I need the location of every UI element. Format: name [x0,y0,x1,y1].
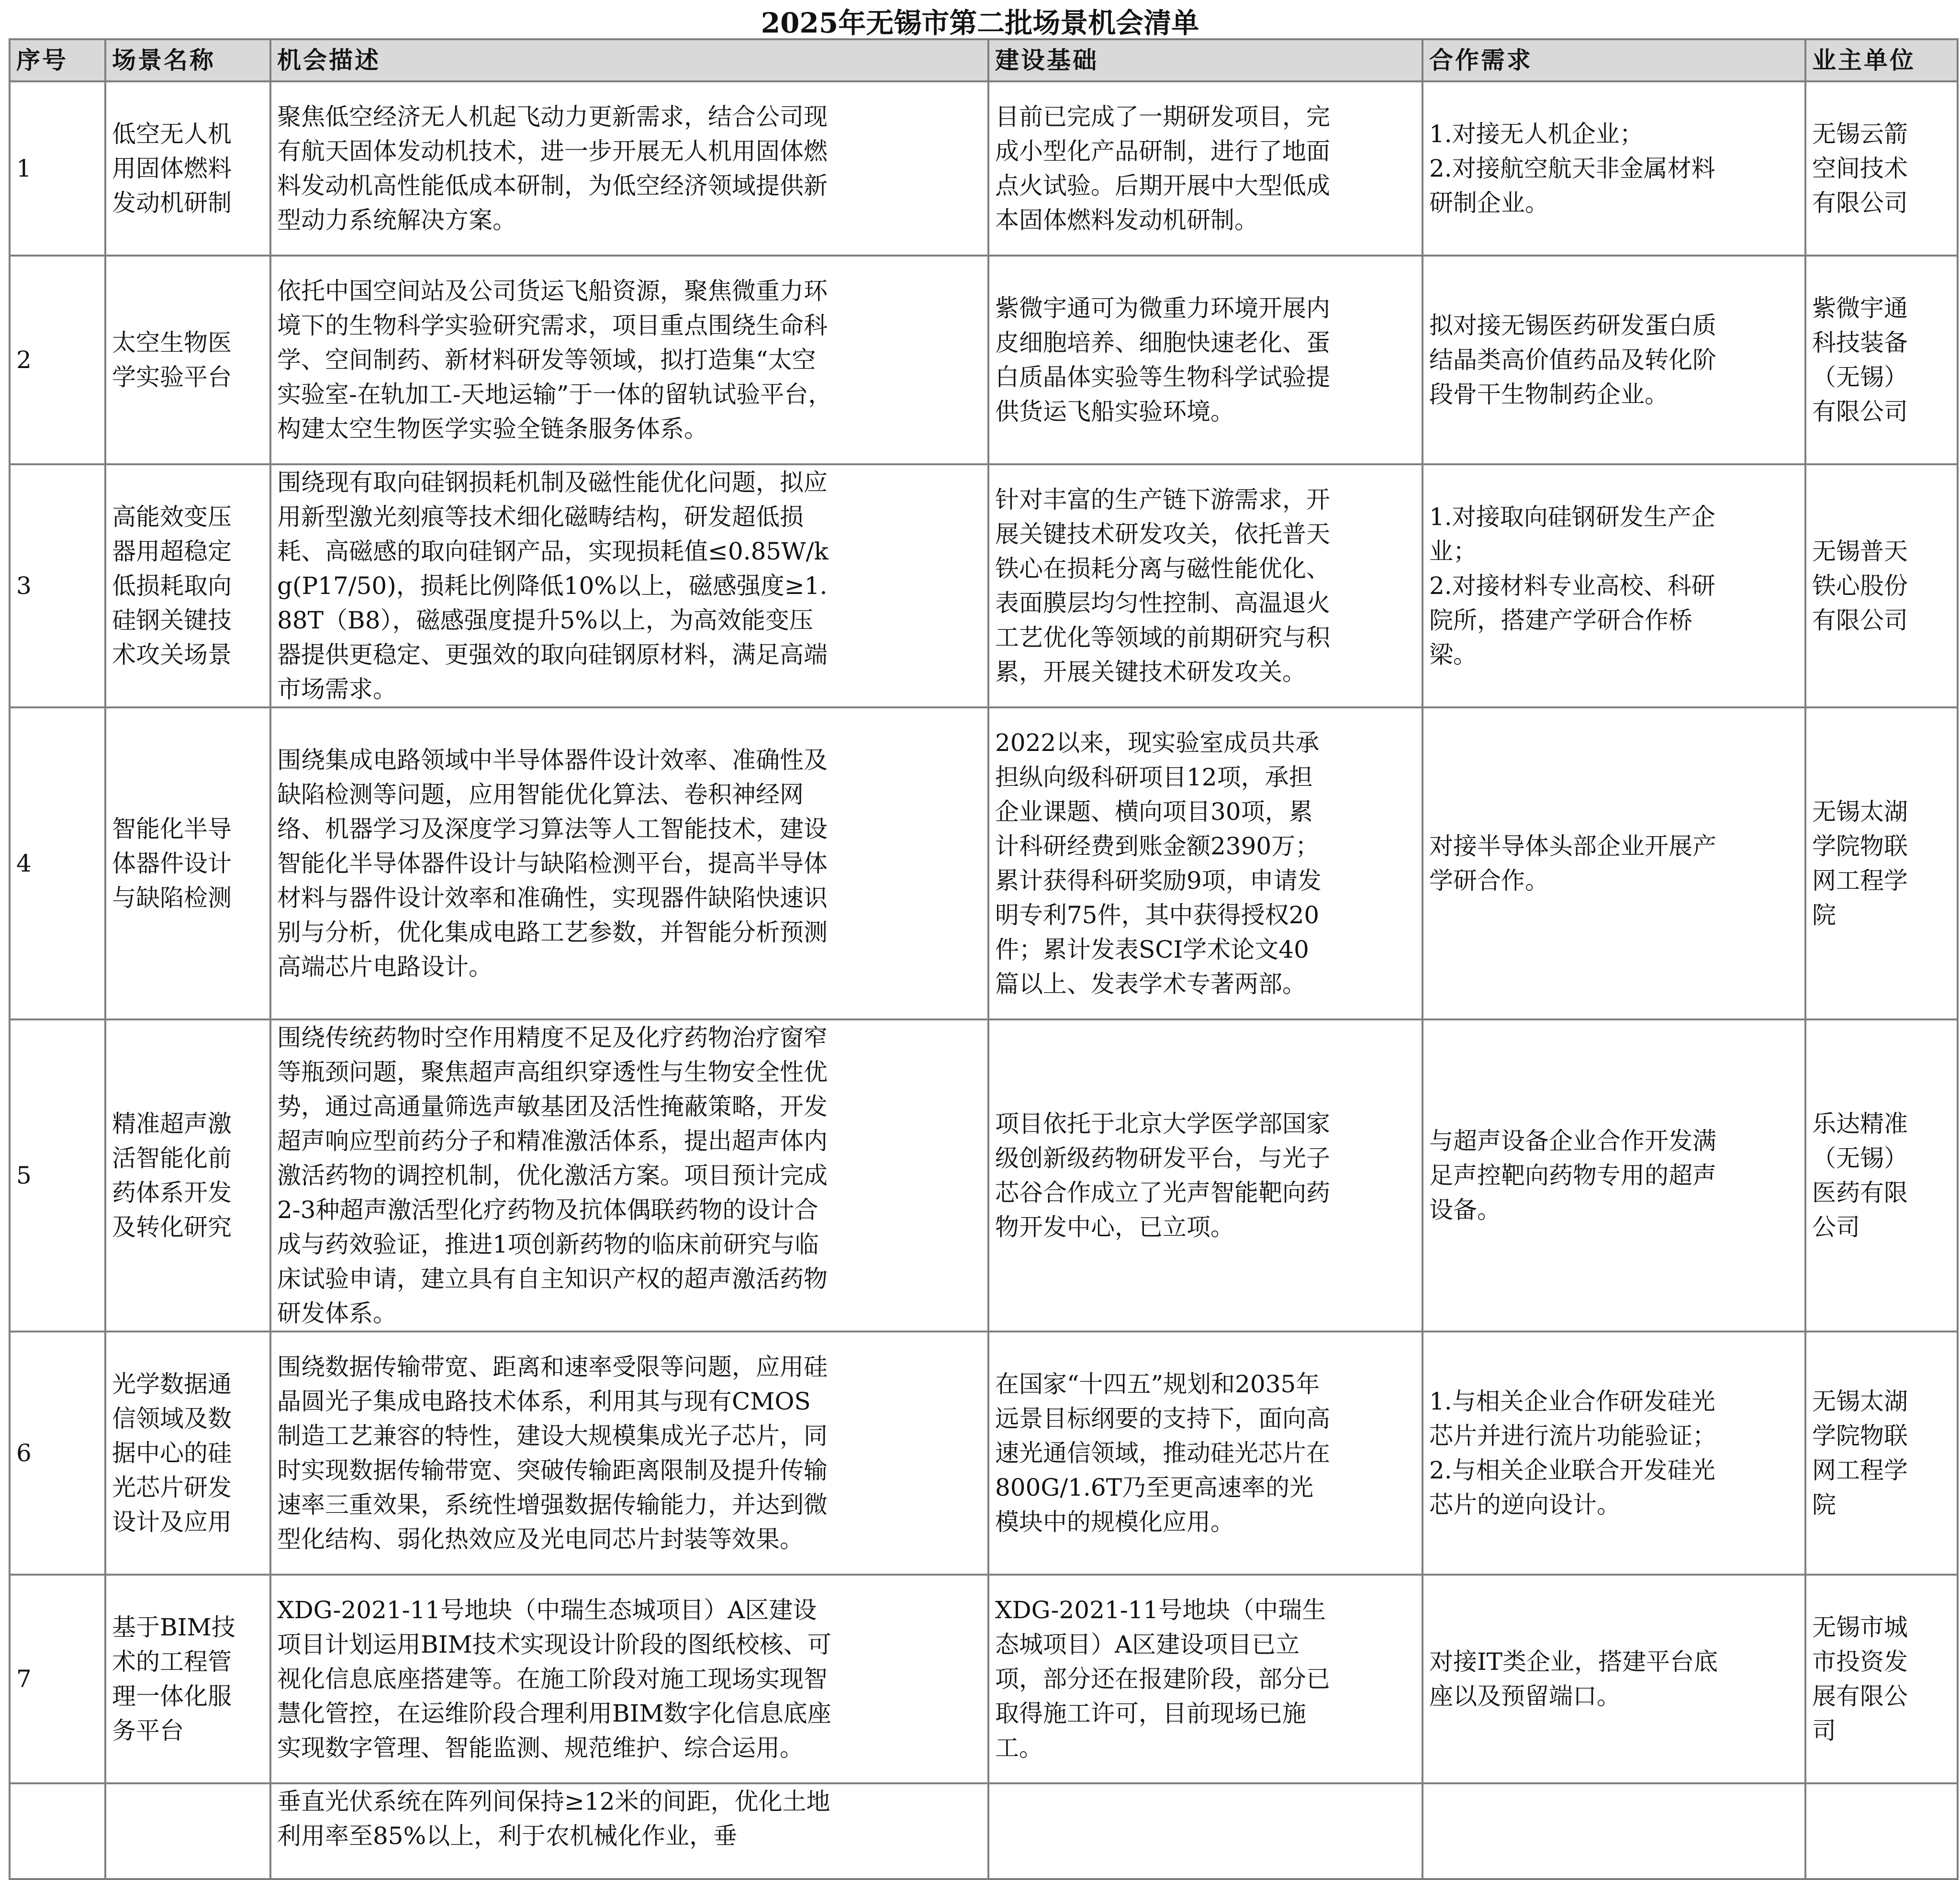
cell-base: 针对丰富的生产链下游需求，开展关键技术研发攻关，依托普天铁心在损耗分离与磁性能优化、表面膜层均匀性控制、高温退火工艺优化等领域的前期研究与积累，开展关键技术研发攻关。 [995,486,1330,686]
table-row [10,1019,1958,1332]
header-row [10,39,1958,81]
table-row [10,464,1958,707]
cell-owner: 无锡市城市投资发展有限公司 [1812,1613,1908,1745]
cell-owner: 无锡普天铁心股份有限公司 [1812,537,1908,634]
cell-desc: 围绕数据传输带宽、距离和速率受限等问题，应用硅晶圆光子集成电路技术体系，利用其与现有CMOS制造工艺兼容的特性，建设大规模集成光子芯片，同时实现数据传输带宽、突破传输距离限制及提升传输速率三重效果，系统性增强数据传输能力，并达到微型化结构、弱化热效应及光电同芯片封装等效果。 [277,1353,828,1553]
cell-name: 太空生物医学实验平台 [112,329,232,391]
cell-name: 光学数据通信领域及数据中心的硅光芯片研发设计及应用 [112,1370,232,1536]
cell-desc: 围绕集成电路领域中半导体器件设计效率、准确性及缺陷检测等问题，应用智能优化算法、卷积神经网络、机器学习及深度学习算法等人工智能技术，建设智能化半导体器件设计与缺陷检测平台，提高半导体材料与器件设计效率和准确性，实现器件缺陷快速识别与分析，优化集成电路工艺参数，并智能分析预测高端芯片电路设计。 [277,746,828,981]
header-no: 序号 [10,39,105,81]
header-owner: 业主单位 [1805,39,1958,81]
cell-need: 与超声设备企业合作开发满足声控靶向药物专用的超声设备。 [1429,1127,1716,1224]
table-row [10,256,1958,464]
cell-need: 1.与相关企业合作研发硅光芯片并进行流片功能验证； 2.与相关企业联合开发硅光芯片的逆向设计。 [1429,1388,1716,1519]
cell-name: 智能化半导体器件设计与缺陷检测 [112,815,232,912]
table-row [10,707,1958,1019]
header-desc: 机会描述 [270,39,988,81]
header-base: 建设基础 [988,39,1422,81]
cell-no: 6 [10,1332,105,1575]
cell-no: 1 [10,81,105,256]
cell-owner: 无锡太湖学院物联网工程学院 [1812,798,1908,929]
cell-base: 紫微宇通可为微重力环境开展内皮细胞培养、细胞快速老化、蛋白质晶体实验等生物科学试验提供货运飞船实验环境。 [995,294,1330,425]
cell-desc: 围绕传统药物时空作用精度不足及化疗药物治疗窗窄等瓶颈问题，聚焦超声高组织穿透性与生物安全性优势，通过高通量筛选声敏基团及活性掩蔽策略，开发超声响应型前药分子和精准激活体系，提出超声体内激活药物的调控机制，优化激活方案。项目预计完成2-3种超声激活型化疗药物及抗体偶联药物的设计合成与药效验证，推进1项创新药物的临床前研究与临床试验申请，建立具有自主知识产权的超声激活药物研发体系。 [277,1024,828,1327]
cell-need: 拟对接无锡医药研发蛋白质结晶类高价值药品及转化阶段骨干生物制药企业。 [1429,312,1716,408]
cell-no [10,1783,105,1879]
header-need: 合作需求 [1422,39,1805,81]
cell-name: 低空无人机用固体燃料发动机研制 [112,120,232,217]
cell-need: 1.对接取向硅钢研发生产企业； 2.对接材料专业高校、科研院所，搭建产学研合作桥梁。 [1429,503,1715,669]
table-row [10,1332,1958,1575]
table-row [10,81,1958,256]
cell-owner: 无锡云箭空间技术有限公司 [1812,120,1908,217]
cell-base: 项目依托于北京大学医学部国家级创新级药物研发平台，与光子芯谷合作成立了光声智能靶向药物开发中心，已立项。 [995,1110,1330,1241]
cell-no: 2 [10,256,105,464]
cell-base: 2022以来，现实验室成员共承担纵向级科研项目12项，承担企业课题、横向项目30项，累计科研经费到账金额2390万；累计获得科研奖励9项，申请发明专利75件，其中获得授权20件；累计发表SCI学术论文40篇以上、发表学术专著两部。 [995,729,1322,998]
cell-name: 高能效变压器用超稳定低损耗取向硅钢关键技术攻关场景 [112,503,232,669]
cell-need: 对接IT类企业，搭建平台底座以及预留端口。 [1429,1648,1718,1710]
cell-need: 1.对接无人机企业； 2.对接航空航天非金属材料研制企业。 [1429,120,1715,217]
cell-desc: XDG-2021-11号地块（中瑞生态城项目）A区建设项目计划运用BIM技术实现设计阶段的图纸校核、可视化信息底座搭建等。在施工阶段对施工现场实现智慧化管控，在运维阶段合理利用BIM数字化信息底座实现数字管理、智能监测、规范维护、综合运用。 [277,1596,831,1762]
cell-base: 在国家“十四五”规划和2035年远景目标纲要的支持下，面向高速光通信领域，推动硅光芯片在800G/1.6T乃至更高速率的光模块中的规模化应用。 [995,1370,1330,1536]
cell-no: 4 [10,707,105,1019]
cell-desc: 围绕现有取向硅钢损耗机制及磁性能优化问题，拟应用新型激光刻痕等技术细化磁畴结构，研发超低损耗、高磁感的取向硅钢产品，实现损耗值≤0.85W/kg(P17/50)，损耗比例降低10%以上，磁感强度≥1.88T（B8），磁感强度提升5%以上，为高效能变压器提供更稳定、更强效的取向硅钢原材料，满足高端市场需求。 [277,469,829,703]
cell-need: 对接半导体头部企业开展产学研合作。 [1429,832,1716,895]
table-row [10,1783,1958,1879]
cell-owner: 乐达精准（无锡）医药有限公司 [1812,1110,1908,1241]
cell-no: 5 [10,1019,105,1332]
cell-desc: 聚焦低空经济无人机起飞动力更新需求，结合公司现有航天固体发动机技术，进一步开展无人机用固体燃料发动机高性能低成本研制，为低空经济领域提供新型动力系统解决方案。 [277,103,828,234]
page-title: 2025年无锡市第二批场景机会清单 [761,7,1199,39]
cell-name: 基于BIM技术的工程管理一体化服务平台 [112,1613,235,1745]
cell-owner: 无锡太湖学院物联网工程学院 [1812,1388,1908,1519]
opportunity-table [9,38,1959,1880]
table-row [10,1575,1958,1783]
cell-desc: 依托中国空间站及公司货运飞船资源，聚焦微重力环境下的生物科学实验研究需求，项目重点围绕生命科学、空间制药、新材料研发等领域，拟打造集“太空实验室-在轨加工-天地运输”于一体的留轨试验平台，构建太空生物医学实验全链条服务体系。 [277,277,832,443]
header-name: 场景名称 [105,39,270,81]
cell-name: 精准超声激活智能化前药体系开发及转化研究 [112,1110,232,1241]
cell-base: XDG-2021-11号地块（中瑞生态城项目）A区建设项目已立项，部分还在报建阶段，部分已取得施工许可，目前现场已施工。 [995,1596,1330,1762]
cell-base: 目前已完成了一期研发项目，完成小型化产品研制，进行了地面点火试验。后期开展中大型低成本固体燃料发动机研制。 [995,103,1330,234]
cell-no: 7 [10,1575,105,1783]
cell-owner: 紫微宇通科技装备（无锡）有限公司 [1812,294,1908,425]
cell-desc: 垂直光伏系统在阵列间保持≥12米的间距，优化土地利用率至85%以上，利于农机械化作业，垂 [277,1788,830,1850]
cell-no: 3 [10,464,105,707]
